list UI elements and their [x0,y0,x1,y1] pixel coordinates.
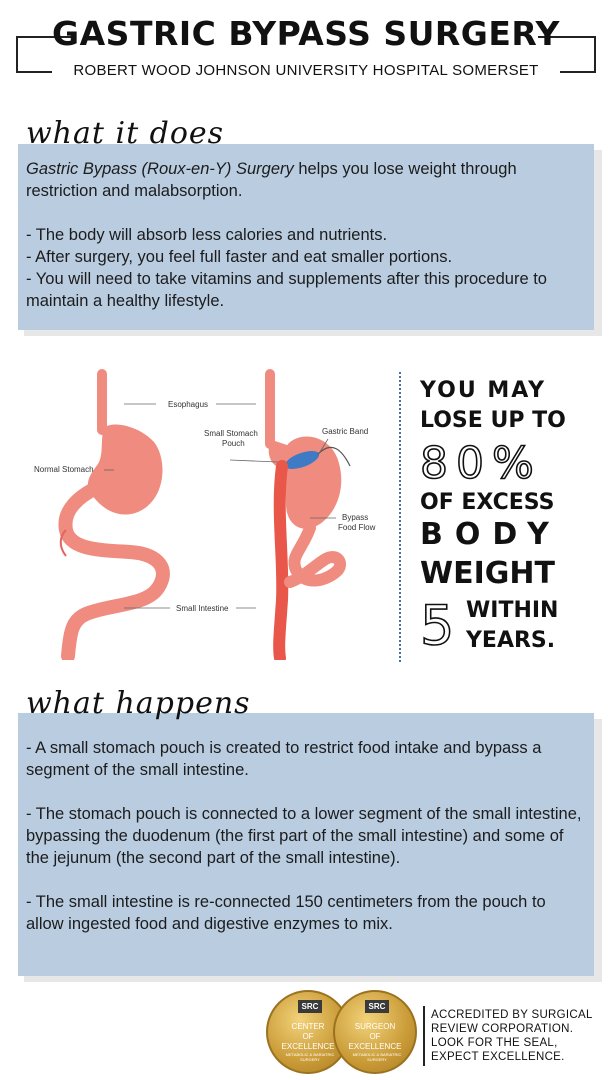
what-happens-heading: what happens [26,686,251,721]
stat-years-2: YEARS. [466,628,556,653]
label-gastric-band: Gastric Band [322,427,369,436]
stat-years-number: 5 [420,594,455,657]
label-esophagus: Esophagus [168,400,209,409]
what-happens-item: - A small stomach pouch is created to restrict food intake and bypass a segment of the small intestine. [26,739,542,779]
seal-text: OF [369,1032,381,1041]
page-title: GASTRIC BYPASS SURGERY [52,14,560,53]
stat-percent: 80% [420,438,542,489]
stat-years-1: WITHIN [466,598,559,623]
stat-line-4: OF EXCESS [420,490,555,515]
bullet-item: - The body will absorb less calories and nutrients. [26,226,388,244]
surgeon-of-excellence-seal [333,990,417,1074]
seal-text: EXCELLENCE [348,1042,402,1051]
seal-text: METABOLIC & BARIATRIC SURGERY [352,1052,402,1062]
seal-text: OF [302,1032,314,1041]
seal-text: CENTER [291,1022,325,1031]
stat-line-5: BODY [420,517,561,552]
what-happens-item: - The stomach pouch is connected to a lower segment of the small intestine, bypassing the duodenum (the first part of the small intestine) and some of the jejunum (the second part of the small intestine). [26,805,582,867]
label-small-stomach-pouch-2: Pouch [222,439,245,448]
label-small-stomach-pouch: Small Stomach [204,429,258,438]
stat-line-2: LOSE UP TO [420,408,566,433]
what-happens-item: - The small intestine is re-connected 150 centimeters from the pouch to allow ingested food and digestive enzymes to mix. [26,893,546,933]
label-small-intestine: Small Intestine [176,604,229,613]
label-bypass-food-flow-2: Food Flow [338,523,376,532]
bullet-item: - You will need to take vitamins and supplements after this procedure to maintain a healthy lifestyle. [26,270,547,310]
bullet-item: - After surgery, you feel full faster and eat smaller portions. [26,248,453,266]
seal-src-logo: SRC [365,1000,389,1013]
stomach-diagram [20,360,390,660]
seal-src-logo: SRC [298,1000,322,1013]
procedure-name: Gastric Bypass (Roux-en-Y) Surgery [26,160,294,178]
bypass-stomach-illustration [269,374,350,658]
seal-text: METABOLIC & BARIATRIC SURGERY [285,1052,335,1062]
accreditation-text: ACCREDITED BY SURGICAL REVIEW CORPORATION. LOOK FOR THE SEAL, EXPECT EXCELLENCE. [431,1009,593,1063]
stat-line-6: WEIGHT [420,556,555,591]
label-normal-stomach: Normal Stomach [34,465,94,474]
seal-text: EXCELLENCE [281,1042,335,1051]
stat-line-1: YOU MAY [420,378,547,403]
stat-divider [399,372,401,662]
intro-text: helps you lose weight through restriction and malabsorption. [26,160,517,200]
accreditation-divider [423,1006,425,1066]
what-it-does-heading: what it does [26,116,225,151]
seal-text: SURGEON [354,1022,396,1031]
label-bypass-food-flow: Bypass [342,513,369,522]
what-happens-box [18,713,594,976]
what-it-does-box [18,144,594,330]
page-subtitle: ROBERT WOOD JOHNSON UNIVERSITY HOSPITAL SOMERSET [73,62,539,79]
normal-stomach-illustration [61,374,163,656]
what-it-does-intro [26,158,584,202]
